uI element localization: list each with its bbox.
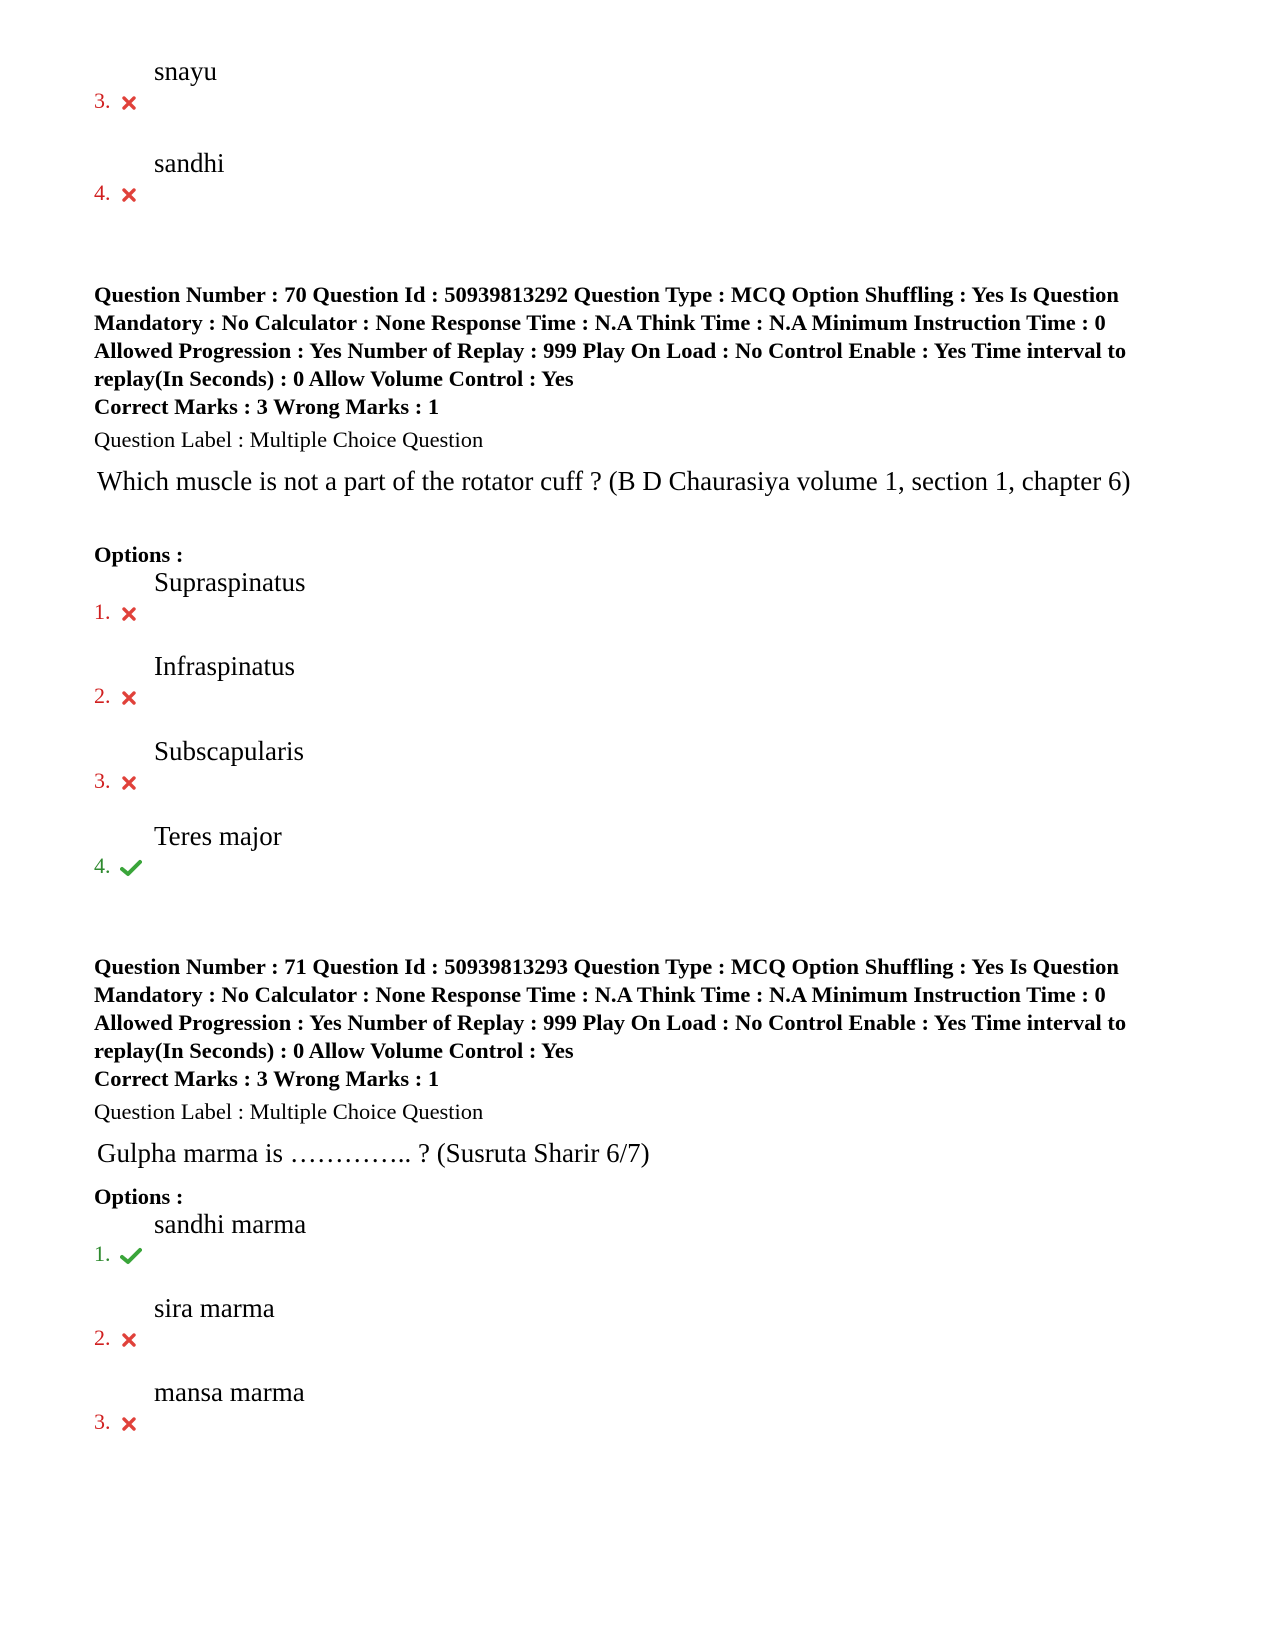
option-number: 3. xyxy=(94,88,111,113)
option-text: snayu xyxy=(154,56,217,86)
question-text: Which muscle is not a part of the rotator cuff ? (B D Chaurasiya volume 1, section 1, chapter 6) xyxy=(97,466,1131,496)
option-number: 2. xyxy=(94,683,111,708)
option-text: Infraspinatus xyxy=(154,651,295,681)
check-icon xyxy=(120,859,142,877)
cross-icon xyxy=(122,607,136,621)
check-icon xyxy=(120,1247,142,1265)
cross-icon xyxy=(122,1417,136,1431)
options-label: Options : xyxy=(94,1184,184,1209)
option-text: Supraspinatus xyxy=(154,567,306,597)
option-number: 3. xyxy=(94,1409,111,1434)
option-text: mansa marma xyxy=(154,1377,305,1407)
marks-info: Correct Marks : 3 Wrong Marks : 1 xyxy=(94,394,440,419)
question-label: Question Label : Multiple Choice Question xyxy=(94,1099,484,1124)
option-number: 3. xyxy=(94,768,111,793)
option-number: 1. xyxy=(94,1241,111,1266)
option-text: sandhi xyxy=(154,148,225,178)
question-metadata: Question Number : 71 Question Id : 50939813293 Question Type : MCQ Option Shuffling : Yes Is Question Mandatory : No Calculator : None Response Time : N.A Think Time : N.A Minimum Instruction Time : 0 Allowed Progression : Yes Number of Replay : 999 Play On Load : No Control Enable : Yes Time interval to replay(In Seconds) : 0 Allow Volume Control : Yes xyxy=(94,954,1127,1063)
question-label: Question Label : Multiple Choice Question xyxy=(94,427,484,452)
cross-icon xyxy=(122,1333,136,1347)
cross-icon xyxy=(122,96,136,110)
option-number: 1. xyxy=(94,599,111,624)
option-text: Teres major xyxy=(154,821,282,851)
option-text: sandhi marma xyxy=(154,1209,307,1239)
question-metadata: Question Number : 70 Question Id : 50939813292 Question Type : MCQ Option Shuffling : Yes Is Question Mandatory : No Calculator : None Response Time : N.A Think Time : N.A Minimum Instruction Time : 0 Allowed Progression : Yes Number of Replay : 999 Play On Load : No Control Enable : Yes Time interval to replay(In Seconds) : 0 Allow Volume Control : Yes xyxy=(94,282,1127,391)
cross-icon xyxy=(122,691,136,705)
cross-icon xyxy=(122,776,136,790)
question-text: Gulpha marma is ………….. ? (Susruta Sharir 6/7) xyxy=(97,1138,650,1168)
option-number: 2. xyxy=(94,1325,111,1350)
option-number: 4. xyxy=(94,853,111,878)
cross-icon xyxy=(122,188,136,202)
option-text: Subscapularis xyxy=(154,736,304,766)
marks-info: Correct Marks : 3 Wrong Marks : 1 xyxy=(94,1066,440,1091)
option-number: 4. xyxy=(94,180,111,205)
option-text: sira marma xyxy=(154,1293,275,1323)
options-label: Options : xyxy=(94,542,184,567)
